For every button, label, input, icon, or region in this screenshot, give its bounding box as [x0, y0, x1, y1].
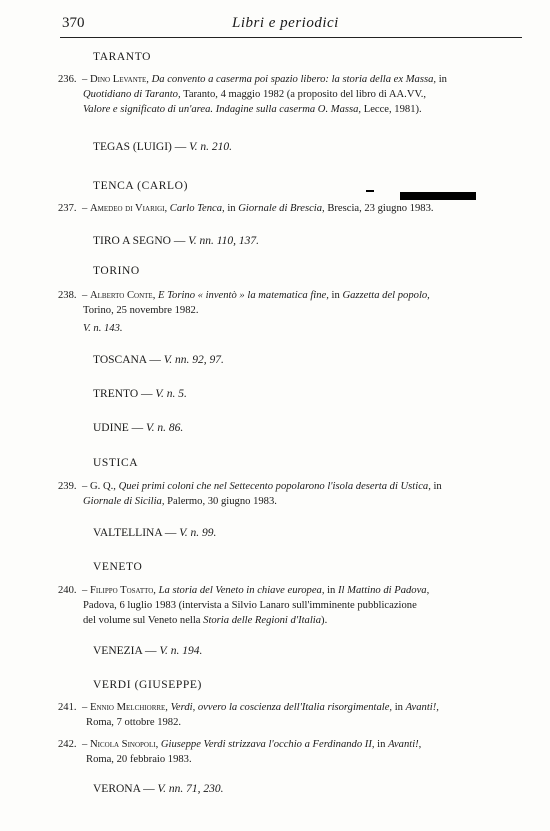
cross-reference-trento: TRENTO — V. n. 5. — [93, 388, 187, 400]
page-number: 370 — [62, 15, 85, 31]
running-title: Libri e periodici — [232, 15, 339, 31]
cross-reference-verona: VERONA — V. nn. 71, 230. — [93, 783, 224, 795]
entry-author: Dino Levante, — [90, 74, 149, 85]
entry-239: 239. – G. Q., Quei primi coloni che nel Settecento popolarono l'isola deserta di Ustica, in Giornale di Sicilia, Palermo, 30 giugno 1983. — [58, 481, 442, 507]
section-heading-taranto: TARANTO — [93, 51, 152, 63]
entry-author: Alberto Conte, — [90, 290, 156, 301]
entry-author: G. Q., — [90, 481, 116, 492]
section-heading-torino: TORINO — [93, 265, 140, 277]
section-heading-tenca: TENCA (CARLO) — [93, 180, 189, 192]
header-rule — [60, 37, 522, 38]
cross-reference-tegas: TEGAS (LUIGI) — V. n. 210. — [93, 141, 233, 153]
entry-240: 240. – Filippo Tosatto, La storia del Veneto in chiave europea, in Il Mattino di Padova, Padova, 6 luglio 1983 (intervista a Silvio Lanaro sull'imminente pubblicazione del volume sul Veneto nella Storia delle Regioni d'Italia). — [58, 585, 430, 626]
entry-author: Filippo Tosatto, — [90, 585, 156, 596]
cross-reference-venezia: VENEZIA — V. n. 194. — [93, 645, 203, 657]
redaction-mark — [366, 190, 374, 192]
cross-reference-tiro-a-segno: TIRO A SEGNO — V. nn. 110, 137. — [93, 235, 260, 247]
redaction-mark — [400, 192, 476, 200]
cross-reference-toscana: TOSCANA — V. nn. 92, 97. — [93, 354, 224, 366]
entry-241: 241. – Ennio Melchiorre, Verdi, ovvero la coscienza dell'Italia risorgimentale, in Avanti!, Roma, 7 ottobre 1982. — [58, 702, 439, 728]
entry-author: Amedeo di Viarigi, — [90, 203, 168, 214]
entry-author: Ennio Melchiorre, — [90, 702, 168, 713]
section-heading-verdi: VERDI (GIUSEPPE) — [93, 679, 202, 691]
cross-reference-udine: UDINE — V. n. 86. — [93, 422, 184, 434]
entry-238: 238. – Alberto Conte, E Torino « inventò » la matematica fine, in Gazzetta del popolo, Torino, 25 novembre 1982. V. n. 143. — [58, 290, 430, 334]
entry-author: Nicola Sinopoli, — [90, 739, 159, 750]
section-heading-veneto: VENETO — [93, 561, 143, 573]
entry-number: 236. — [58, 74, 77, 85]
entry-title: Da convento a caserma poi spazio libero: la storia della ex Massa, — [151, 74, 437, 85]
section-heading-ustica: USTICA — [93, 457, 139, 469]
entry-journal: Quotidiano di Taranto, — [83, 89, 181, 100]
cross-reference-valtellina: VALTELLINA — V. n. 99. — [93, 527, 217, 539]
entry-236: 236. – Dino Levante, Da convento a caserma poi spazio libero: la storia della ex Massa, in Quotidiano di Taranto, Taranto, 4 maggio 1982 (a proposito del libro di AA.VV., Valore e significato di un'area. Indagine sulla caserma O. Massa, Lecce, 1981). — [58, 74, 447, 115]
entry-237: 237. – Amedeo di Viarigi, Carlo Tenca, in Giornale di Brescia, Brescia, 23 giugno 1983. — [58, 203, 434, 214]
entry-242: 242. – Nicola Sinopoli, Giuseppe Verdi strizzava l'occhio a Ferdinando II, in Avanti!, Roma, 20 febbraio 1983. — [58, 739, 422, 765]
